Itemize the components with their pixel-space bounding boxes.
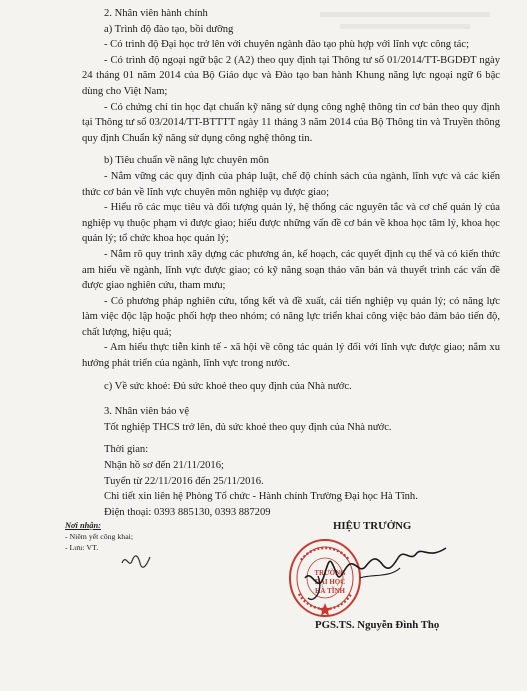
qualification-language: - Có trình độ ngoại ngữ bậc 2 (A2) theo quy định tại Thông tư số 01/2014/TT-BGDĐT ngày 24 tháng 01 năm 2014 của Bộ Giáo dục và Đào tạo ban hành Khung năng lực ngoại ngữ 6 bậc dùng cho Việt Nam; [82,54,500,97]
signer-role: HIỆU TRƯỞNG [333,520,412,532]
competency-socioeconomic: - Am hiểu thực tiễn kinh tế - xã hội về công tác quản lý đối với lĩnh vực được giao; nắm xu hướng phát triển của ngành, lĩnh vực trong nước. [82,342,500,370]
section-2b-heading: b) Tiêu chuẩn về năng lực chuyên môn [104,155,269,167]
section-3-text: Tốt nghiệp THCS trở lên, đủ sức khoẻ theo quy định của Nhà nước. [104,421,392,433]
recipients-title: Nơi nhận: [65,521,101,530]
recipient-item: - Lưu: VT. [65,543,99,552]
seal-text: TRƯỜNG ĐẠI HỌC HÀ TĨNH [314,569,346,595]
section-2c-health: c) Về sức khoẻ: Đủ sức khoẻ theo quy định của Nhà nước. [104,380,352,392]
competency-research: - Có phương pháp nghiên cứu, tổng kết và đề xuất, cải tiến nghiệp vụ quản lý; có năng lực làm việc độc lập hoặc phối hợp theo nhóm; có năng lực triển khai công việc bảo đảm bảo tiến độ, chất lượng, hiệu quả; [82,295,500,338]
schedule-recruit: Tuyển từ 22/11/2016 đến 25/11/2016. [104,475,264,487]
qualification-it: - Có chứng chỉ tin học đạt chuẩn kỹ năng sử dụng công nghệ thông tin cơ bản theo quy định tại Thông tư số 03/2014/TT-BTTTT ngày 11 tháng 3 năm 2014 của Bộ Thông tin và Truyền thông quy định Chuẩn kỹ năng sử dụng công nghệ thông tin. [82,101,500,144]
document-body [82,6,500,520]
competency-management: - Hiểu rõ các mục tiêu và đối tượng quản lý, hệ thống các nguyên tắc và cơ chế quản lý của nghiệp vụ thuộc phạm vi được giao; hiểu được những vấn đề cơ bản về khoa học tâm lý, khoa học quản lý; tổ chức khoa học quản lý; [82,202,500,245]
schedule-receive: Nhận hồ sơ đến 21/11/2016; [104,460,224,472]
competency-law: - Nắm vững các quy định của pháp luật, chế độ chính sách của ngành, lĩnh vực và các kiến thức cơ bản về lĩnh vực chuyên môn nghiệp vụ được giao; [82,170,500,198]
recipients-block [65,520,195,553]
initial-signature-mark [120,551,152,573]
signer-name: PGS.TS. Nguyễn Đình Thọ [315,619,440,631]
schedule-label: Thời gian: [104,444,149,456]
schedule-phone: Điện thoại: 0393 885130, 0393 887209 [104,506,271,518]
recipient-item: - Niêm yết công khai; [65,532,133,541]
competency-planning: - Nắm rõ quy trình xây dựng các phương án, kế hoạch, các quyết định cụ thể và có kiến thức am hiểu về ngành, lĩnh vực được giao; có kỹ năng soạn thảo văn bản và thuyết trình các vấn đề được giao nghiên cứu, tham mưu; [82,248,500,292]
section-2-heading: 2. Nhân viên hành chính [104,8,208,19]
schedule-contact: Chi tiết xin liên hệ Phòng Tổ chức - Hành chính Trường Đại học Hà Tĩnh. [104,491,418,503]
handwritten-signature-icon [300,538,450,608]
qualification-degree: - Có trình độ Đại học trở lên với chuyên ngành đào tạo phù hợp với lĩnh vực công tác; [104,39,470,51]
section-2a-heading: a) Trình độ đào tạo, bồi dưỡng [104,23,234,35]
section-3-heading: 3. Nhân viên bảo vệ [104,406,190,418]
